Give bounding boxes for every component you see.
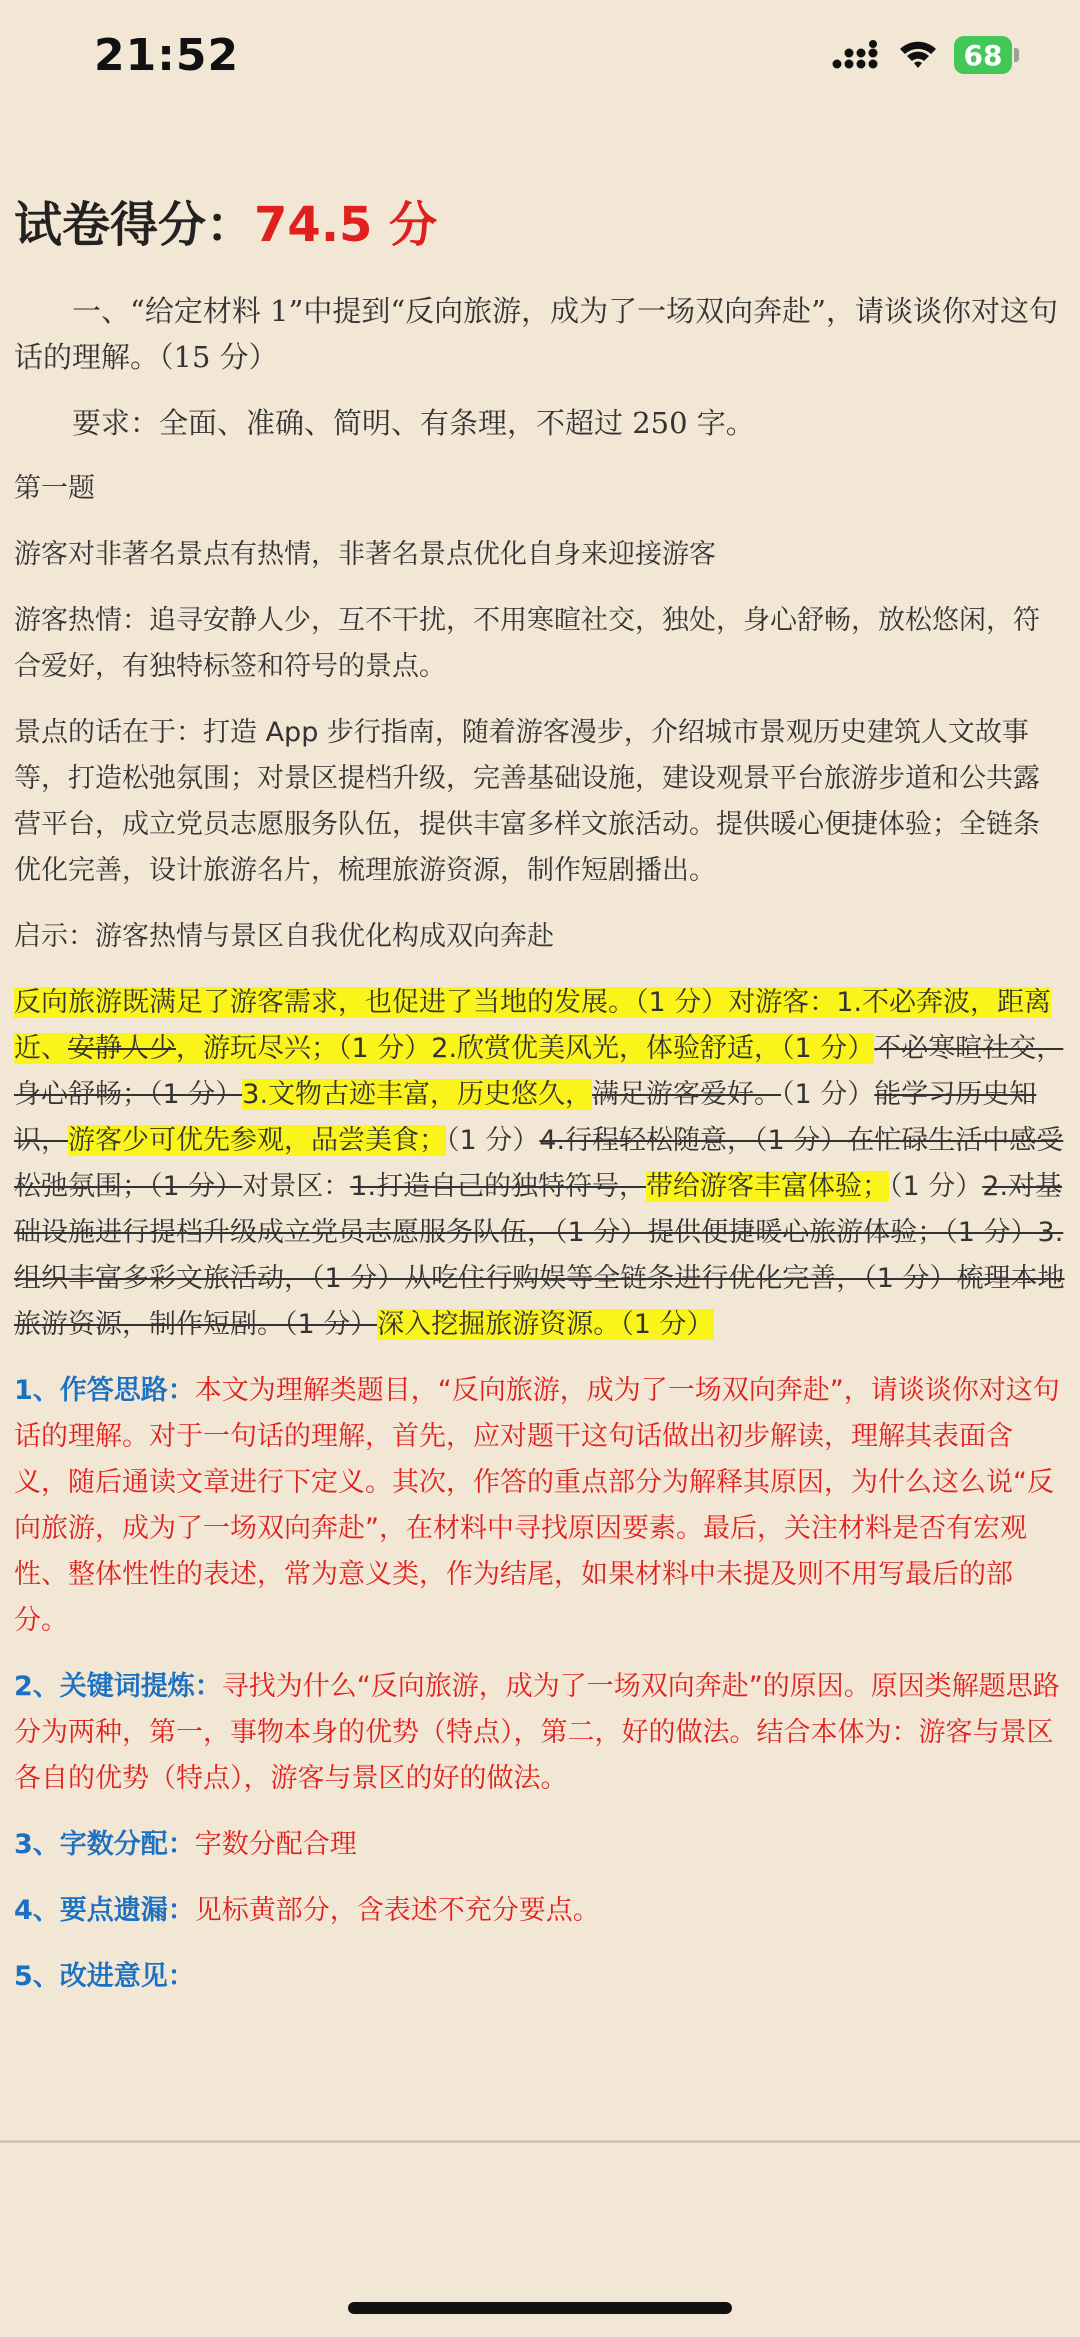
answer-highlight-struck: 安静人少	[68, 1033, 176, 1064]
answer-struck: 2.对基础设施进行提档升级成立党员志愿服务队伍，（1 分）提供便捷暖心旅游体验；（1 分）3.组织丰富多彩文旅活动，（1 分）从吃住行购娱等全链条进行优化完善，（1 分）梳理本地旅游资源，制作短剧。（1 分）	[14, 1171, 1065, 1340]
answer-text: （1 分）	[446, 1125, 540, 1156]
feedback-text: 见标黄部分，含表述不充分要点。	[194, 1895, 600, 1926]
answer-highlight: 3.文物古迹丰富，历史悠久，	[242, 1079, 593, 1110]
feedback-thinking	[14, 1368, 1066, 1644]
answer-highlight: 深入挖掘旅游资源。（1 分）	[377, 1309, 714, 1340]
score-label: 试卷得分：	[14, 197, 255, 253]
feedback-text: 字数分配合理	[194, 1829, 357, 1860]
answer-struck: 不必寒暄社交，身心舒畅；（1 分）	[14, 1033, 1064, 1110]
draft-paragraph: 启示：游客热情与景区自我优化构成双向奔赴	[14, 921, 554, 952]
answer-text: （1 分）	[889, 1171, 983, 1202]
feedback-label: 5、改进意见：	[14, 1961, 195, 1992]
draft-heading: 第一题	[14, 473, 95, 504]
battery-level: 68	[954, 36, 1012, 74]
wifi-icon	[898, 38, 938, 70]
draft-paragraph: 游客对非著名景点有热情，非著名景点优化自身来迎接游客	[14, 539, 716, 570]
battery-icon	[954, 36, 1020, 74]
home-indicator[interactable]	[348, 2302, 732, 2314]
feedback-label: 1、作答思路：	[14, 1375, 195, 1406]
answer-struck: 4.行程轻松随意，（1 分）在忙碌生活中感受松弛氛围；（1 分）	[14, 1125, 1064, 1202]
answer-highlight: 游客少可优先参观，品尝美食；	[68, 1125, 446, 1156]
battery-cap	[1014, 48, 1019, 62]
score-heading	[14, 190, 1066, 260]
answer-struck: 1.打造自己的独特符号，	[350, 1171, 647, 1202]
answer-text: 对景区：	[242, 1171, 351, 1202]
exam-review-content	[14, 190, 1066, 2020]
status-time: 21:52	[94, 30, 240, 81]
status-bar	[0, 0, 1080, 120]
feedback-word-count	[14, 1822, 1066, 1868]
question-requirement: 要求：全面、准确、简明、有条理，不超过 250 字。	[72, 406, 755, 440]
feedback-label: 4、要点遗漏：	[14, 1895, 195, 1926]
draft-paragraph: 景点的话在于：打造 App 步行指南，随着游客漫步，介绍城市景观历史建筑人文故事等，打造松弛氛围；对景区提档升级，完善基础设施，建设观景平台旅游步道和公共露营平台，成立党员志愿服务队伍，提供丰富多样文旅活动。提供暖心便捷体验；全链条优化完善，设计旅游名片，梳理旅游资源，制作短剧播出。	[14, 717, 1040, 886]
feedback-improvement	[14, 1954, 1066, 2000]
answer-highlight: 反向旅游既满足了游客需求，也促进了当地的发展。（1 分）对游客：1.不必奔波，距离近、	[14, 987, 1052, 1064]
feedback-label: 3、字数分配：	[14, 1829, 195, 1860]
answer-highlight: 游玩尽兴；（1 分）2.欣赏优美风光，体验舒适，（1 分）	[203, 1033, 875, 1064]
feedback-text: 本文为理解类题目，“反向旅游，成为了一场双向奔赴”，请谈谈你对这句话的理解。对于一句话的理解，首先，应对题干这句话做出初步解读，理解其表面含义，随后通读文章进行下定义。其次，作答的重点部分为解释其原因，为什么这么说“反向旅游，成为了一场双向奔赴”，在材料中寻找原因要素。最后，关注材料是否有宏观性、整体性性的表述，常为意义类，作为结尾，如果材料中未提及则不用写最后的部分。	[14, 1375, 1060, 1636]
graded-answer	[14, 980, 1066, 1348]
feedback-text: 寻找为什么“反向旅游，成为了一场双向奔赴”的原因。原因类解题思路分为两种，第一，事物本身的优势（特点），第二，好的做法。结合本体为：游客与景区各自的优势（特点），游客与景区的好的做法。	[14, 1671, 1060, 1794]
feedback-label: 2、关键词提炼：	[14, 1671, 222, 1702]
bottom-divider	[0, 2140, 1080, 2143]
feedback-missed-points	[14, 1888, 1066, 1934]
answer-struck: 满足游客爱好。	[592, 1079, 782, 1110]
answer-highlight: 带给游客丰富体验；	[646, 1171, 890, 1202]
answer-struck: 能学习历史知识，	[14, 1079, 1037, 1156]
question-text: 一、“给定材料 1”中提到“反向旅游，成为了一场双向奔赴”，请谈谈你对这句话的理解。（15 分）	[14, 294, 1058, 374]
signal-icon	[832, 40, 878, 70]
answer-highlight: ，	[176, 1033, 203, 1064]
draft-paragraph: 游客热情：追寻安静人少，互不干扰，不用寒暄社交，独处，身心舒畅，放松悠闲，符合爱好，有独特标签和符号的景点。	[14, 605, 1040, 682]
score-value: 74.5 分	[254, 197, 438, 253]
answer-text: （1 分）	[781, 1079, 875, 1110]
feedback-keywords	[14, 1664, 1066, 1802]
